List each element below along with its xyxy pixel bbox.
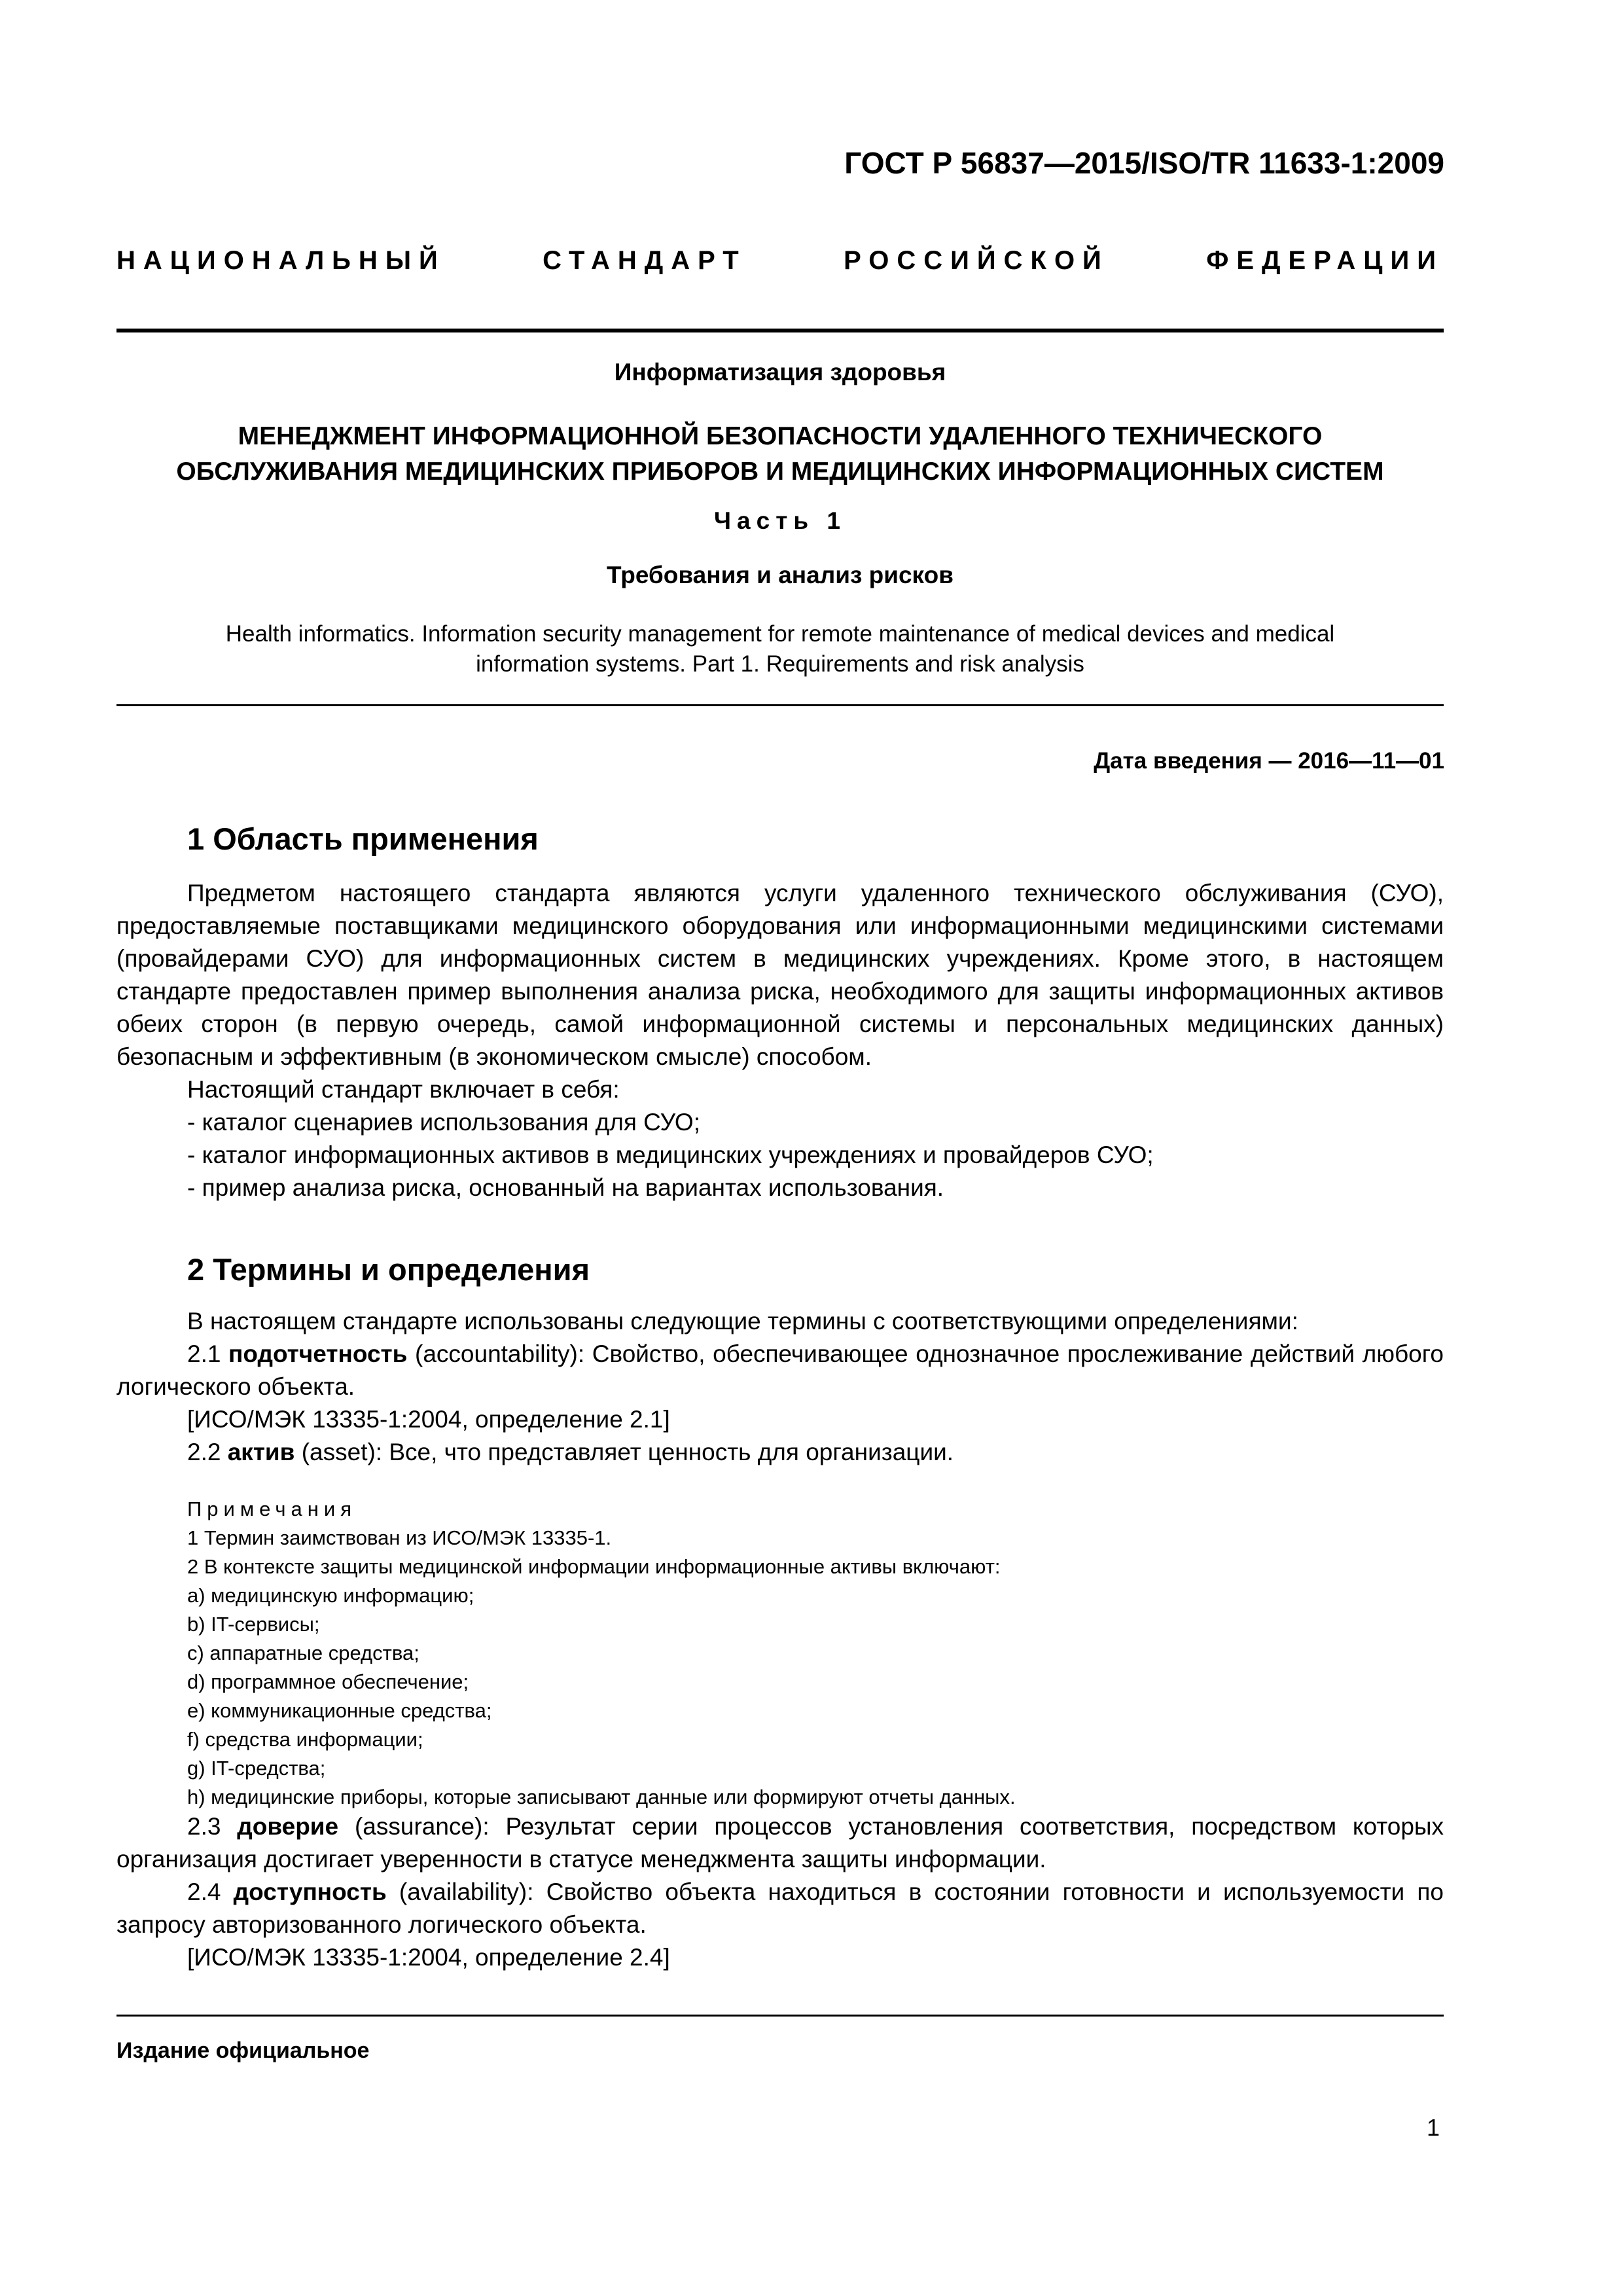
term-number: 2.4 [187, 1878, 221, 1905]
section-1-body [116, 877, 1444, 1204]
section-2-body-top [116, 1305, 1444, 1469]
term-name: подотчетность [228, 1340, 408, 1367]
term-definition: (accountability): Свойство, обеспечивающее однозначное прослеживание действий любого логического объекта. [116, 1340, 1444, 1400]
term-2-1-reference: [ИСО/МЭК 13335-1:2004, определение 2.1] [187, 1406, 670, 1433]
note-list-item: d) программное обеспечение; [187, 1670, 469, 1693]
term-2-1 [116, 1338, 1444, 1403]
term-number: 2.1 [187, 1340, 221, 1367]
term-definition: (availability): Свойство объекта находиться в состоянии готовности и используемости по запросу авторизованного логического объекта. [116, 1878, 1444, 1938]
term-2-4 [116, 1876, 1444, 1941]
footer-divider [116, 2015, 1444, 2017]
subject-title: Информатизация здоровья [614, 359, 946, 386]
note-list-item: e) коммуникационные средства; [187, 1699, 492, 1722]
edition-label: Издание официальное [116, 2038, 370, 2063]
term-number: 2.3 [187, 1813, 221, 1840]
note-1: 1 Термин заимствован из ИСО/МЭК 13335-1. [187, 1526, 612, 1549]
main-title-line-2: ОБСЛУЖИВАНИЯ МЕДИЦИНСКИХ ПРИБОРОВ И МЕДИЦИНСКИХ ИНФОРМАЦИОННЫХ СИСТЕМ [176, 457, 1384, 486]
note-list-item: h) медицинские приборы, которые записывают данные или формируют отчеты данных. [187, 1785, 1016, 1808]
note-list-item: b) IT-сервисы; [187, 1613, 320, 1636]
section-2-heading: 2 Термины и определения [187, 1252, 590, 1287]
term-number: 2.2 [187, 1439, 221, 1465]
term-name: доверие [237, 1813, 339, 1840]
section-2-body-bottom [116, 1810, 1444, 1974]
main-title [116, 419, 1444, 490]
document-number: ГОСТ Р 56837—2015/ISO/TR 11633-1:2009 [844, 146, 1444, 180]
term-name: доступность [233, 1878, 387, 1905]
section-1-list-item: - каталог сценариев использования для СУО; [187, 1109, 700, 1136]
date-of-introduction: Дата введения — 2016—11—01 [1094, 748, 1444, 774]
section-1-paragraph-2: Настоящий стандарт включает в себя: [187, 1076, 620, 1103]
part-label: Часть 1 [714, 507, 846, 534]
section-1-list-item: - каталог информационных активов в медицинских учреждениях и провайдеров СУО; [187, 1141, 1154, 1168]
term-definition: (assurance): Результат серии процессов установления соответствия, посредством которых организация достигает уверенности в статусе менеджмента защиты информации. [116, 1813, 1444, 1873]
note-list-item: a) медицинскую информацию; [187, 1584, 474, 1607]
page-number: 1 [1426, 2114, 1440, 2141]
note-list-item: g) IT-средства; [187, 1757, 326, 1780]
notes-block [187, 1495, 1444, 1812]
notes-header: Примечания [187, 1498, 357, 1520]
section-1-paragraph-1: Предметом настоящего стандарта являются услуги удаленного технического обслуживания (СУО), предоставляемые поставщиками медицинского оборудования или информационными медицинскими системами (провайдерами СУО) для информационных систем в медицинских учреждениях. Кроме этого, в настоящем стандарте предоставлен пример выполнения анализа риска, необходимого для защиты информационных активов обеих сторон (в первую очередь, самой информационной системы и персональных медицинских данных) безопасным и эффективным (в экономическом смысле) способом. [116, 880, 1444, 1070]
note-2: 2 В контексте защиты медицинской информации информационные активы включают: [187, 1555, 1001, 1578]
national-standard-banner: НАЦИОНАЛЬНЫЙ СТАНДАРТ РОССИЙСКОЙ ФЕДЕРАЦИИ [116, 246, 1444, 275]
title-divider [116, 704, 1444, 706]
english-title [116, 619, 1444, 679]
main-title-line-1: МЕНЕДЖМЕНТ ИНФОРМАЦИОННОЙ БЕЗОПАСНОСТИ УДАЛЕННОГО ТЕХНИЧЕСКОГО [238, 422, 1323, 450]
term-2-2 [116, 1436, 1444, 1469]
term-definition: (asset): Все, что представляет ценность для организации. [301, 1439, 954, 1465]
note-list-item: f) средства информации; [187, 1728, 423, 1751]
section-2-intro: В настоящем стандарте использованы следующие термины с соответствующими определениями: [187, 1308, 1298, 1335]
section-1-list-item: - пример анализа риска, основанный на вариантах использования. [187, 1174, 944, 1201]
english-title-line-2: information systems. Part 1. Requirements and risk analysis [476, 651, 1084, 677]
header-divider [116, 329, 1444, 332]
english-title-line-1: Health informatics. Information security management for remote maintenance of medical devices and medical [225, 621, 1335, 647]
part-title: Требования и анализ рисков [607, 562, 954, 588]
note-list-item: c) аппаратные средства; [187, 1641, 419, 1664]
term-2-3 [116, 1810, 1444, 1876]
section-1-heading: 1 Область применения [187, 821, 539, 856]
term-2-4-reference: [ИСО/МЭК 13335-1:2004, определение 2.4] [187, 1944, 670, 1971]
term-name: актив [227, 1439, 295, 1465]
